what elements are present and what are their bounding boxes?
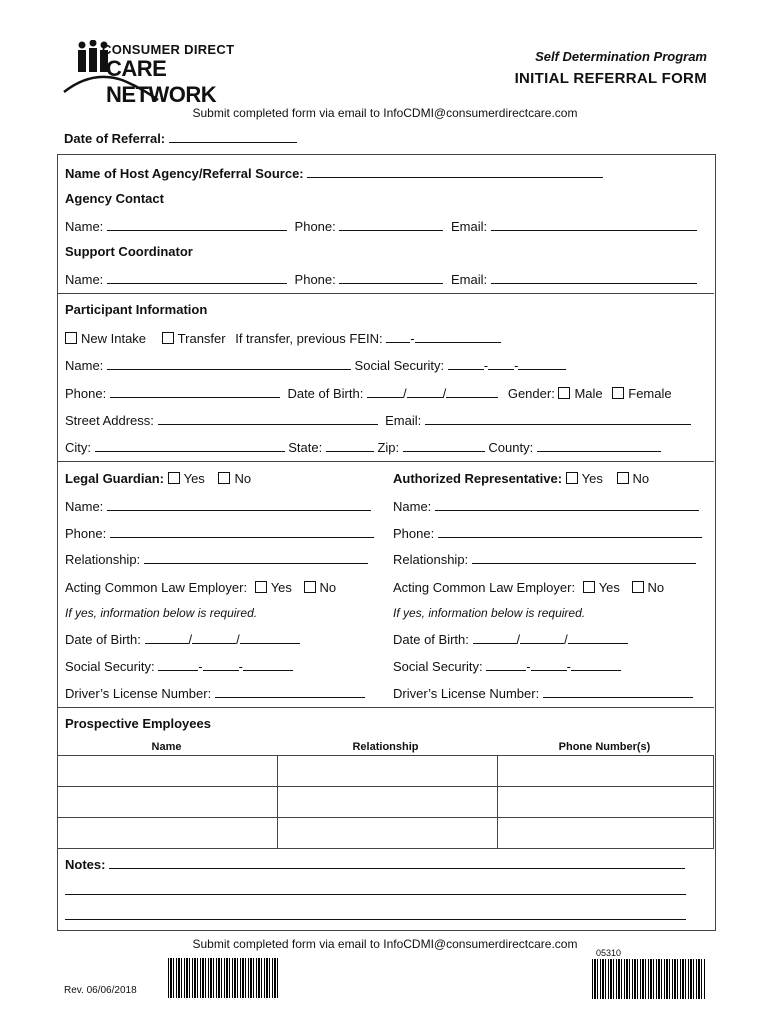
logo-text-top: CONSUMER DIRECT xyxy=(102,42,235,57)
ar-name-row xyxy=(393,498,699,514)
legal-guardian-yes-checkbox[interactable] xyxy=(168,472,180,484)
notes-line-1[interactable] xyxy=(109,856,685,869)
lg-phone-field[interactable] xyxy=(110,525,374,538)
employee-phone-cell[interactable] xyxy=(498,787,714,818)
participant-dob-year[interactable] xyxy=(446,385,498,398)
ar-license-field[interactable] xyxy=(543,685,693,698)
ar-dob-month[interactable] xyxy=(473,631,517,644)
intake-row: New Intake Transfer If transfer, previous FEIN: - xyxy=(65,330,501,346)
transfer-checkbox[interactable] xyxy=(162,332,174,344)
ar-license-row xyxy=(393,685,693,701)
participant-ssn-part3[interactable] xyxy=(518,357,566,370)
table-row xyxy=(58,756,714,787)
ar-license-label: Driver’s License Number: xyxy=(393,686,540,701)
female-label: Female xyxy=(628,386,672,401)
agency-contact-heading: Agency Contact xyxy=(65,191,164,206)
ar-ssn-part1[interactable] xyxy=(486,658,526,671)
logo-text-bottom: CARE NETWORK xyxy=(106,56,217,107)
state-label: State: xyxy=(288,440,323,455)
prospective-employees-heading: Prospective Employees xyxy=(65,716,211,731)
participant-name-field[interactable] xyxy=(107,357,351,370)
transfer-label: Transfer xyxy=(177,331,226,346)
coordinator-name-label: Name: xyxy=(65,272,104,287)
lg-relationship-field[interactable] xyxy=(144,551,368,564)
ar-relationship-row xyxy=(393,551,696,567)
ar-ssn-part2[interactable] xyxy=(531,658,567,671)
participant-gender-label: Gender: xyxy=(507,386,555,401)
column-header-relationship: Relationship xyxy=(352,741,419,753)
lg-acting-yes-label: Yes xyxy=(270,580,292,595)
agency-contact-row xyxy=(65,218,697,234)
lg-dob-day[interactable] xyxy=(192,631,236,644)
new-intake-label: New Intake xyxy=(81,331,147,346)
lg-dob-label: Date of Birth: xyxy=(65,632,141,647)
form-code: 05310 xyxy=(596,948,622,958)
participant-ssn-label: Social Security: xyxy=(354,358,445,373)
ar-acting-no-label: No xyxy=(647,580,665,595)
ar-name-label: Name: xyxy=(393,499,432,514)
lg-relationship-label: Relationship: xyxy=(65,552,141,567)
authorized-rep-no-checkbox[interactable] xyxy=(617,472,629,484)
participant-phone-field[interactable] xyxy=(110,385,280,398)
ar-ssn-row: Social Security: - - xyxy=(393,658,621,674)
lg-acting-yes-checkbox[interactable] xyxy=(255,581,267,593)
participant-heading: Participant Information xyxy=(65,302,208,317)
lg-ssn-part1[interactable] xyxy=(158,658,198,671)
employee-relationship-cell[interactable] xyxy=(278,787,498,818)
participant-phone-label: Phone: xyxy=(65,386,107,401)
legal-guardian-row xyxy=(65,471,251,486)
lg-acting-no-label: No xyxy=(319,580,337,595)
female-checkbox[interactable] xyxy=(612,387,624,399)
county-label: County: xyxy=(488,440,534,455)
lg-ssn-row: Social Security: - - xyxy=(65,658,293,674)
date-of-referral-label: Date of Referral: xyxy=(64,131,166,146)
ar-name-field[interactable] xyxy=(435,498,699,511)
employee-name-cell[interactable] xyxy=(58,818,278,849)
support-coordinator-row xyxy=(65,271,697,287)
divider xyxy=(57,707,714,708)
participant-phone-row: Phone: Date of Birth: / / Gender: Male Female xyxy=(65,386,672,401)
column-header-name: Name xyxy=(151,741,182,753)
ar-acting-yes-label: Yes xyxy=(598,580,620,595)
new-intake-checkbox[interactable] xyxy=(65,332,77,344)
lg-if-yes-note: If yes, information below is required. xyxy=(65,606,258,620)
ar-dob-year[interactable] xyxy=(568,631,628,644)
ar-ssn-label: Social Security: xyxy=(393,659,483,674)
legal-guardian-no-label: No xyxy=(234,471,252,486)
ar-acting-no-checkbox[interactable] xyxy=(632,581,644,593)
column-header-phone: Phone Number(s) xyxy=(558,741,651,753)
participant-email-label: Email: xyxy=(385,413,422,428)
company-logo xyxy=(62,40,247,107)
authorized-rep-yes-checkbox[interactable] xyxy=(566,472,578,484)
participant-email-field[interactable] xyxy=(425,412,691,425)
city-label: City: xyxy=(65,440,91,455)
agency-contact-phone-field[interactable] xyxy=(339,218,443,231)
previous-fein-label: If transfer, previous FEIN: xyxy=(235,331,383,346)
ar-acting-row xyxy=(393,580,664,595)
lg-license-row xyxy=(65,685,365,701)
ar-if-yes-note: If yes, information below is required. xyxy=(393,606,586,620)
lg-name-row xyxy=(65,498,371,514)
coordinator-phone-label: Phone: xyxy=(294,272,336,287)
agency-contact-name-label: Name: xyxy=(65,219,104,234)
authorized-rep-yes-label: Yes xyxy=(581,471,603,486)
lg-license-field[interactable] xyxy=(215,685,365,698)
participant-name-row: Name: Social Security: - - xyxy=(65,357,566,373)
table-row xyxy=(58,818,714,849)
form-title: INITIAL REFERRAL FORM xyxy=(514,70,707,87)
participant-ssn-part2[interactable] xyxy=(488,357,514,370)
lg-name-label: Name: xyxy=(65,499,104,514)
participant-dob-day[interactable] xyxy=(407,385,443,398)
employee-name-cell[interactable] xyxy=(58,756,278,787)
support-coordinator-heading: Support Coordinator xyxy=(65,244,193,259)
city-field[interactable] xyxy=(95,439,285,452)
county-field[interactable] xyxy=(537,439,661,452)
state-field[interactable] xyxy=(326,439,374,452)
agency-contact-email-label: Email: xyxy=(451,219,488,234)
notes-line-3[interactable] xyxy=(65,919,686,920)
participant-dob-label: Date of Birth: xyxy=(287,386,364,401)
divider xyxy=(57,461,714,462)
zip-field[interactable] xyxy=(403,439,485,452)
agency-contact-phone-label: Phone: xyxy=(294,219,336,234)
legal-guardian-no-checkbox[interactable] xyxy=(218,472,230,484)
street-address-label: Street Address: xyxy=(65,413,154,428)
authorized-rep-no-label: No xyxy=(632,471,650,486)
lg-relationship-row xyxy=(65,551,368,567)
lg-license-label: Driver’s License Number: xyxy=(65,686,212,701)
ar-relationship-field[interactable] xyxy=(472,551,696,564)
coordinator-email-field[interactable] xyxy=(491,271,697,284)
ar-phone-label: Phone: xyxy=(393,526,435,541)
ar-dob-day[interactable] xyxy=(520,631,564,644)
barcode-right xyxy=(592,959,706,999)
lg-dob-month[interactable] xyxy=(145,631,189,644)
submit-note-bottom: Submit completed form via email to InfoCDMI@consumerdirectcare.com xyxy=(192,937,578,951)
male-checkbox[interactable] xyxy=(558,387,570,399)
coordinator-name-field[interactable] xyxy=(107,271,287,284)
participant-dob-month[interactable] xyxy=(367,385,403,398)
authorized-rep-row xyxy=(393,471,649,486)
ar-dob-row: Date of Birth: / / xyxy=(393,631,628,647)
ar-acting-yes-checkbox[interactable] xyxy=(583,581,595,593)
notes-row xyxy=(65,856,685,872)
host-agency-row xyxy=(65,165,603,181)
participant-address-row xyxy=(65,412,691,428)
ar-phone-row xyxy=(393,525,702,541)
lg-name-field[interactable] xyxy=(107,498,371,511)
lg-ssn-part3[interactable] xyxy=(243,658,293,671)
revision-date: Rev. 06/06/2018 xyxy=(64,985,137,996)
program-name: Self Determination Program xyxy=(535,49,707,64)
participant-name-label: Name: xyxy=(65,358,104,373)
lg-dob-year[interactable] xyxy=(240,631,300,644)
employee-relationship-cell[interactable] xyxy=(278,818,498,849)
lg-phone-label: Phone: xyxy=(65,526,107,541)
host-agency-label: Name of Host Agency/Referral Source: xyxy=(65,166,304,181)
ar-phone-field[interactable] xyxy=(438,525,702,538)
employee-phone-cell[interactable] xyxy=(498,756,714,787)
ar-acting-label: Acting Common Law Employer: xyxy=(393,580,576,595)
legal-guardian-heading: Legal Guardian: xyxy=(65,471,164,486)
employees-table xyxy=(57,755,714,849)
lg-ssn-label: Social Security: xyxy=(65,659,155,674)
ar-dob-label: Date of Birth: xyxy=(393,632,469,647)
divider xyxy=(57,293,714,294)
agency-contact-email-field[interactable] xyxy=(491,218,697,231)
agency-contact-name-field[interactable] xyxy=(107,218,287,231)
employee-name-cell[interactable] xyxy=(58,787,278,818)
zip-label: Zip: xyxy=(377,440,400,455)
participant-city-row xyxy=(65,439,661,455)
coordinator-email-label: Email: xyxy=(451,272,488,287)
coordinator-phone-field[interactable] xyxy=(339,271,443,284)
date-of-referral-field[interactable] xyxy=(169,130,297,143)
street-address-field[interactable] xyxy=(158,412,378,425)
previous-fein-prefix-field[interactable] xyxy=(386,330,410,343)
ar-relationship-label: Relationship: xyxy=(393,552,469,567)
submit-note-top: Submit completed form via email to InfoCDMI@consumerdirectcare.com xyxy=(192,106,578,120)
legal-guardian-yes-label: Yes xyxy=(183,471,205,486)
employee-relationship-cell[interactable] xyxy=(278,756,498,787)
previous-fein-field[interactable] xyxy=(415,330,501,343)
lg-acting-label: Acting Common Law Employer: xyxy=(65,580,248,595)
ar-ssn-part3[interactable] xyxy=(571,658,621,671)
lg-acting-no-checkbox[interactable] xyxy=(304,581,316,593)
table-row xyxy=(58,787,714,818)
notes-line-2[interactable] xyxy=(65,894,686,895)
date-of-referral-row xyxy=(64,130,297,146)
employee-phone-cell[interactable] xyxy=(498,818,714,849)
lg-dob-row: Date of Birth: / / xyxy=(65,631,300,647)
lg-phone-row xyxy=(65,525,374,541)
male-label: Male xyxy=(574,386,603,401)
lg-ssn-part2[interactable] xyxy=(203,658,239,671)
authorized-rep-heading: Authorized Representative: xyxy=(393,471,563,486)
barcode-left xyxy=(168,958,280,998)
participant-ssn-part1[interactable] xyxy=(448,357,484,370)
notes-label: Notes: xyxy=(65,857,106,872)
host-agency-field[interactable] xyxy=(307,165,603,178)
lg-acting-row xyxy=(65,580,336,595)
